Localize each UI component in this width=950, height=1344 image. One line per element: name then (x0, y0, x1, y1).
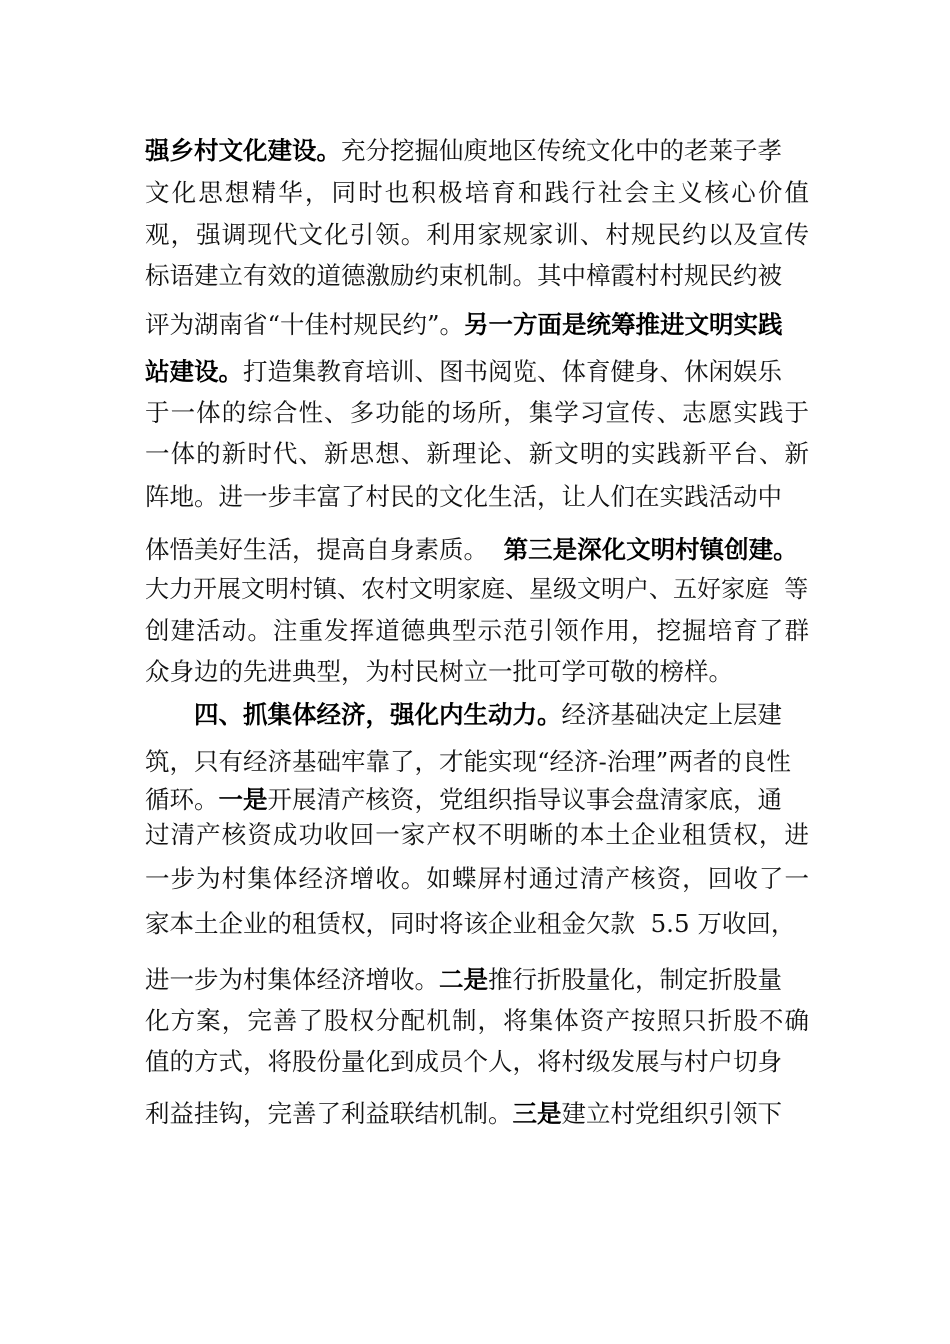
text-line-15 (145, 745, 791, 779)
text-line-4 (145, 259, 782, 293)
text-line-6 (145, 355, 782, 389)
text-run: 观，强调现代文化引领。利用家规家训、村规民约以及宣传 (145, 220, 809, 249)
text-line-16 (145, 783, 782, 817)
bold-run: 强乡村文化建设。 (145, 136, 341, 165)
bold-run: 另一方面是统筹推进文明实践 (464, 310, 783, 339)
text-line-17 (145, 818, 809, 852)
text-line-11 (145, 572, 808, 606)
text-line-5 (145, 308, 783, 342)
text-run: 标语建立有效的道德激励约束机制。其中樟霞村村规民约被 (145, 261, 782, 290)
bold-run: 三是 (512, 1099, 562, 1128)
text-line-1 (145, 134, 782, 168)
text-line-18 (145, 862, 809, 896)
text-run: 众身边的先进典型，为村民树立一批可学可敬的榜样。 (145, 657, 733, 686)
text-line-7 (145, 396, 809, 430)
text-line-23 (145, 1097, 782, 1131)
bold-run: 第三是深化文明村镇创建。 (503, 535, 798, 564)
text-run: 筑，只有经济基础牢靠了，才能实现“经济-治理”两者的良性 (145, 747, 791, 776)
text-run: 一步为村集体经济增收。如蝶屏村通过清产核资，回收了一 (145, 864, 809, 893)
text-run: 循环。 (145, 785, 219, 814)
text-line-9 (145, 480, 782, 514)
text-line-10 (145, 533, 798, 567)
text-run: 推行折股量化，制定折股量 (488, 965, 782, 994)
text-run: 家本土企业的租赁权，同时将该企业租金欠款 5.5 万收回， (145, 909, 796, 938)
text-run: 值的方式，将股份量化到成员个人，将村级发展与村户切身 (145, 1047, 782, 1076)
text-line-8 (145, 437, 809, 471)
text-run: 一体的新时代、新思想、新理论、新文明的实践新平台、新 (145, 439, 809, 468)
text-line-14 (194, 698, 782, 732)
text-line-13 (145, 655, 733, 689)
text-run: 文化思想精华，同时也积极培育和践行社会主义核心价值 (145, 178, 809, 207)
text-run: 大力开展文明村镇、农村文明家庭、星级文明户、五好家庭 等 (145, 575, 809, 603)
text-run: 充分挖掘仙庾地区传统文化中的老莱子孝 (341, 136, 782, 165)
section-heading: 四、抓集体经济，强化内生动力。 (194, 700, 562, 729)
text-line-21 (145, 1004, 809, 1038)
text-line-19 (145, 907, 795, 941)
bold-run: 一是 (218, 785, 268, 814)
text-run: 评为湖南省“十佳村规民约”。 (145, 310, 465, 339)
text-run: 打造集教育培训、图书阅览、体育健身、休闲娱乐 (243, 357, 782, 386)
text-run: 开展清产核资，党组织指导议事会盘清家底，通 (267, 785, 782, 814)
text-line-20 (145, 963, 782, 997)
bold-run: 二是 (439, 965, 488, 994)
text-line-22 (145, 1045, 782, 1079)
text-run: 创建活动。注重发挥道德典型示范引领作用，挖掘培育了群 (145, 616, 809, 645)
text-run: 体悟美好生活，提高自身素质。 (145, 535, 504, 564)
text-run: 过清产核资成功收回一家产权不明晰的本土企业租赁权，进 (145, 820, 809, 849)
text-run: 经济基础决定上层建 (561, 700, 782, 729)
text-run: 化方案，完善了股权分配机制，将集体资产按照只折股不确 (145, 1006, 809, 1035)
text-run: 阵地。进一步丰富了村民的文化生活，让人们在实践活动中 (145, 482, 782, 511)
text-run: 建立村党组织引领下 (561, 1099, 782, 1128)
text-run: 利益挂钩，完善了利益联结机制。 (145, 1099, 513, 1128)
text-run: 进一步为村集体经济增收。 (145, 965, 439, 994)
text-line-3 (145, 218, 809, 252)
text-line-12 (145, 614, 809, 648)
bold-run: 站建设。 (145, 357, 243, 386)
text-run: 于一体的综合性、多功能的场所，集学习宣传、志愿实践于 (145, 398, 809, 427)
text-line-2 (145, 176, 809, 210)
